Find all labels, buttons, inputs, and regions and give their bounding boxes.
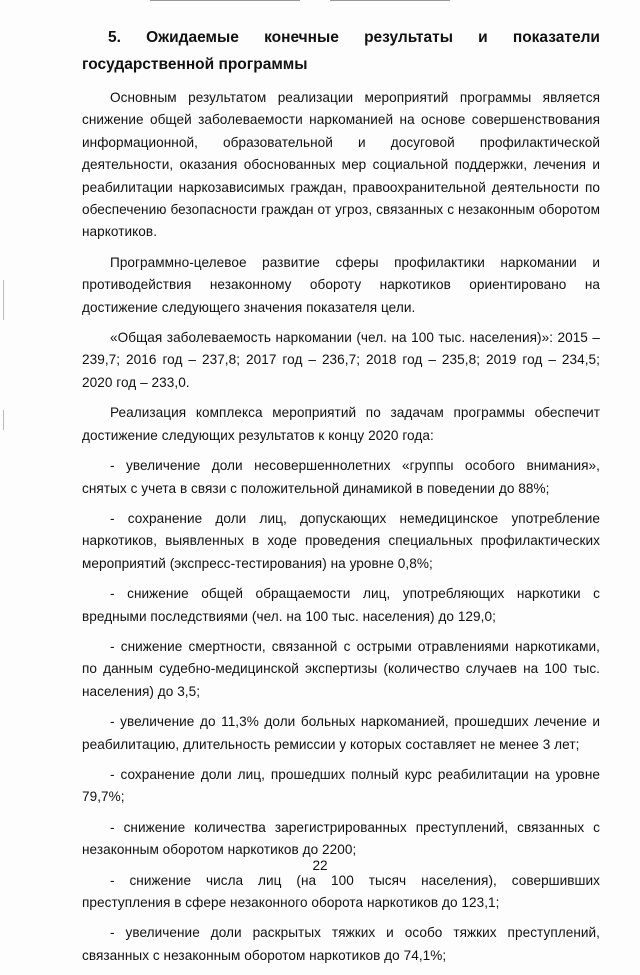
list-item-result: - увеличение до 11,3% доли больных наркоманией, прошедших лечение и реабилитацию, длительность ремиссии у которых составляет не менее 3 лет;: [82, 714, 600, 752]
paragraph-results-intro: Реализация комплекса мероприятий по задачам программы обеспечит достижение следующих результатов к концу 2020 года:: [82, 405, 600, 443]
paragraph-target-orientation: Программно-целевое развитие сферы профилактики наркомании и противодействия незаконному обороту наркотиков ориентировано на достижение следующего значения показателя цели.: [82, 254, 600, 315]
list-item-result: - сохранение доли лиц, допускающих немедицинское употребление наркотиков, выявленных в ходе проведения специальных профилактических мероприятий (экспресс-тестирования) на уровне 0,8%;: [82, 510, 600, 571]
section-heading-line2: государственной программы: [82, 56, 308, 73]
paragraph-indicator-values: «Общая заболеваемость наркомании (чел. на 100 тыс. населения)»: 2015 – 239,7; 2016 год – 237,8; 2017 год – 236,7; 2018 год – 235,8; 2019 год – 234,5; 2020 год – 233,0.: [82, 330, 600, 390]
scan-edge-mark: [3, 280, 4, 320]
list-item-result: - увеличение доли несовершеннолетних «группы особого внимания», снятых с учета в связи с положительной динамикой в поведении до 88%;: [82, 458, 600, 496]
list-item-result: - сохранение доли лиц, прошедших полный курс реабилитации на уровне 79,7%;: [82, 766, 600, 805]
section-title-word: и: [478, 29, 488, 46]
section-heading-line1: [82, 24, 600, 51]
list-item-result: - снижение числа лиц (на 100 тысяч населения), совершивших преступления в сфере незаконного оборота наркотиков до 123,1;: [82, 872, 600, 910]
section-title-word: показатели: [512, 29, 600, 46]
list-item-result: - увеличение доли раскрытых тяжких и особо тяжких преступлений, связанных с незаконным оборотом наркотиков до 74,1%;: [82, 925, 600, 963]
scan-artifact-line: [150, 0, 300, 1]
section-title-word: конечные: [264, 29, 339, 46]
section-title-word: результаты: [364, 29, 453, 46]
section-title-word: Ожидаемые: [146, 29, 239, 46]
section-number: 5.: [108, 29, 121, 46]
paragraph-main-result: Основным результатом реализации мероприятий программы является снижение общей заболеваемости наркоманией на основе совершенствования информационной, образовательной и досуговой профилактической деятельности, оказания обоснованных мер социальной поддержки, лечения и реабилитации наркозависимых граждан, правоохранительной деятельности по обеспечению безопасности граждан от угроз, связанных с незаконным оборотом наркотиков.: [82, 90, 600, 240]
list-item-result: - снижение смертности, связанной с острыми отравлениями наркотиками, по данным судебно-медицинской экспертизы (количество случаев на 100 тыс. населения) до 3,5;: [82, 638, 600, 699]
list-item-result: - снижение количества зарегистрированных преступлений, связанных с незаконным оборотом наркотиков до 2200;: [82, 819, 600, 858]
scan-artifact-line: [330, 0, 450, 1]
document-body: [82, 24, 600, 975]
page-number: 22: [312, 858, 328, 873]
list-item-result: - снижение общей обращаемости лиц, употребляющих наркотики с вредными последствиями (чел. на 100 тыс. населения) до 129,0;: [82, 586, 600, 624]
section-heading: [82, 24, 600, 78]
scan-edge-mark: [3, 410, 4, 430]
